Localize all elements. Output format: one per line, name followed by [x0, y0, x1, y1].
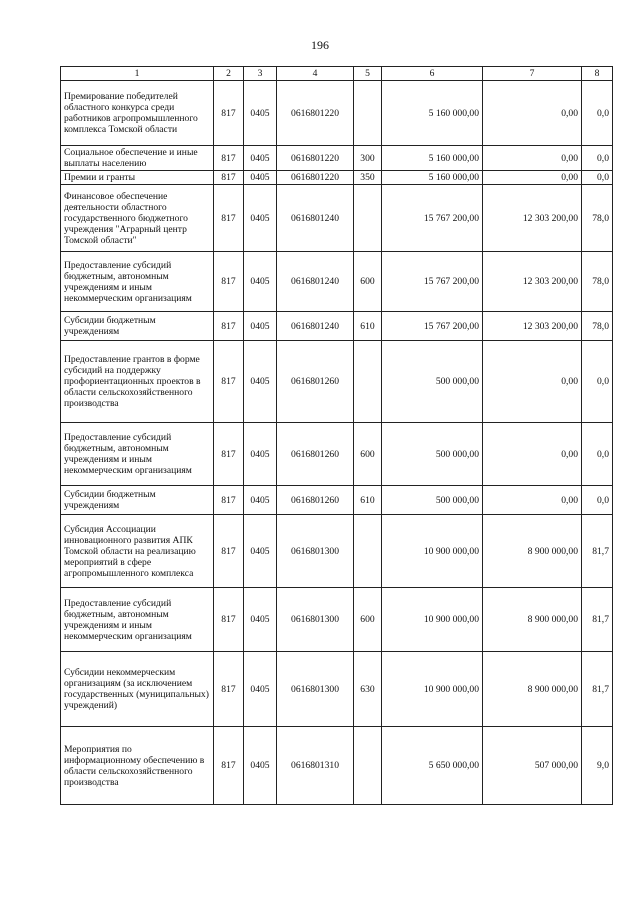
table-row [61, 171, 613, 185]
ministry-code: 817 [214, 515, 244, 588]
section-code: 0405 [244, 341, 277, 423]
expense-type-code [354, 185, 382, 252]
executed-amount: 12 303 200,00 [483, 185, 582, 252]
table-row [61, 252, 613, 312]
execution-percent: 78,0 [582, 185, 613, 252]
executed-amount: 0,00 [483, 81, 582, 146]
ministry-code: 817 [214, 341, 244, 423]
expense-type-code [354, 341, 382, 423]
planned-amount: 10 900 000,00 [382, 652, 483, 727]
execution-percent: 81,7 [582, 515, 613, 588]
planned-amount: 15 767 200,00 [382, 185, 483, 252]
target-article-code: 0616801220 [277, 81, 354, 146]
planned-amount: 500 000,00 [382, 341, 483, 423]
target-article-code: 0616801220 [277, 146, 354, 171]
ministry-code: 817 [214, 727, 244, 805]
target-article-code: 0616801300 [277, 652, 354, 727]
table-row [61, 486, 613, 515]
target-article-code: 0616801300 [277, 515, 354, 588]
ministry-code: 817 [214, 588, 244, 652]
target-article-code: 0616801260 [277, 341, 354, 423]
section-code: 0405 [244, 515, 277, 588]
ministry-code: 817 [214, 171, 244, 185]
execution-percent: 9,0 [582, 727, 613, 805]
execution-percent: 81,7 [582, 652, 613, 727]
section-code: 0405 [244, 185, 277, 252]
execution-percent: 0,0 [582, 146, 613, 171]
table-row [61, 341, 613, 423]
executed-amount: 12 303 200,00 [483, 252, 582, 312]
planned-amount: 15 767 200,00 [382, 252, 483, 312]
section-code: 0405 [244, 423, 277, 486]
expense-type-code: 610 [354, 312, 382, 341]
expense-type-code [354, 515, 382, 588]
executed-amount: 8 900 000,00 [483, 515, 582, 588]
executed-amount: 0,00 [483, 171, 582, 185]
table-row [61, 423, 613, 486]
target-article-code: 0616801220 [277, 171, 354, 185]
section-code: 0405 [244, 652, 277, 727]
executed-amount: 0,00 [483, 486, 582, 515]
section-code: 0405 [244, 146, 277, 171]
section-code: 0405 [244, 81, 277, 146]
target-article-code: 0616801240 [277, 252, 354, 312]
ministry-code: 817 [214, 81, 244, 146]
expense-type-code: 610 [354, 486, 382, 515]
budget-table [60, 66, 613, 805]
row-description: Субсидия Ассоциации инновационного развития АПК Томской области на реализацию мероприятий в сфере агропромышленного комплекса [61, 515, 214, 588]
execution-percent: 0,0 [582, 81, 613, 146]
column-header: 5 [354, 67, 382, 81]
planned-amount: 10 900 000,00 [382, 588, 483, 652]
ministry-code: 817 [214, 423, 244, 486]
executed-amount: 8 900 000,00 [483, 652, 582, 727]
execution-percent: 78,0 [582, 252, 613, 312]
expense-type-code: 600 [354, 588, 382, 652]
column-header: 1 [61, 67, 214, 81]
section-code: 0405 [244, 486, 277, 515]
execution-percent: 0,0 [582, 486, 613, 515]
table-row [61, 727, 613, 805]
target-article-code: 0616801240 [277, 185, 354, 252]
ministry-code: 817 [214, 486, 244, 515]
column-header: 6 [382, 67, 483, 81]
row-description: Премии и гранты [61, 171, 214, 185]
row-description: Субсидии некоммерческим организациям (за исключением государственных (муниципальных) учреждений) [61, 652, 214, 727]
target-article-code: 0616801300 [277, 588, 354, 652]
column-header: 3 [244, 67, 277, 81]
executed-amount: 12 303 200,00 [483, 312, 582, 341]
row-description: Предоставление субсидий бюджетным, автономным учреждениям и иным некоммерческим организациям [61, 423, 214, 486]
column-header: 8 [582, 67, 613, 81]
expense-type-code: 600 [354, 252, 382, 312]
execution-percent: 0,0 [582, 171, 613, 185]
column-header: 4 [277, 67, 354, 81]
table-row [61, 515, 613, 588]
execution-percent: 78,0 [582, 312, 613, 341]
planned-amount: 5 160 000,00 [382, 146, 483, 171]
expense-type-code: 300 [354, 146, 382, 171]
table-row [61, 588, 613, 652]
execution-percent: 0,0 [582, 341, 613, 423]
expense-type-code: 350 [354, 171, 382, 185]
planned-amount: 5 160 000,00 [382, 81, 483, 146]
execution-percent: 0,0 [582, 423, 613, 486]
row-description: Субсидии бюджетным учреждениям [61, 312, 214, 341]
ministry-code: 817 [214, 252, 244, 312]
target-article-code: 0616801260 [277, 486, 354, 515]
section-code: 0405 [244, 252, 277, 312]
executed-amount: 0,00 [483, 423, 582, 486]
row-description: Социальное обеспечение и иные выплаты населению [61, 146, 214, 171]
executed-amount: 507 000,00 [483, 727, 582, 805]
expense-type-code: 630 [354, 652, 382, 727]
executed-amount: 0,00 [483, 341, 582, 423]
table-body [61, 81, 613, 805]
ministry-code: 817 [214, 185, 244, 252]
expense-type-code [354, 727, 382, 805]
table-row [61, 185, 613, 252]
table-row [61, 146, 613, 171]
table-header-row [61, 67, 613, 81]
target-article-code: 0616801310 [277, 727, 354, 805]
ministry-code: 817 [214, 652, 244, 727]
row-description: Субсидии бюджетным учреждениям [61, 486, 214, 515]
planned-amount: 5 650 000,00 [382, 727, 483, 805]
planned-amount: 500 000,00 [382, 486, 483, 515]
row-description: Финансовое обеспечение деятельности областного государственного бюджетного учреждения "Аграрный центр Томской области" [61, 185, 214, 252]
row-description: Премирование победителей областного конкурса среди работников агропромышленного комплекса Томской области [61, 81, 214, 146]
planned-amount: 500 000,00 [382, 423, 483, 486]
table-row [61, 652, 613, 727]
table-row [61, 81, 613, 146]
column-header: 2 [214, 67, 244, 81]
target-article-code: 0616801240 [277, 312, 354, 341]
row-description: Предоставление субсидий бюджетным, автономным учреждениям и иным некоммерческим организациям [61, 252, 214, 312]
row-description: Мероприятия по информационному обеспечению в области сельскохозяйственного производства [61, 727, 214, 805]
executed-amount: 8 900 000,00 [483, 588, 582, 652]
ministry-code: 817 [214, 146, 244, 171]
section-code: 0405 [244, 171, 277, 185]
executed-amount: 0,00 [483, 146, 582, 171]
expense-type-code [354, 81, 382, 146]
planned-amount: 15 767 200,00 [382, 312, 483, 341]
expense-type-code: 600 [354, 423, 382, 486]
page-number: 196 [311, 38, 329, 52]
planned-amount: 5 160 000,00 [382, 171, 483, 185]
section-code: 0405 [244, 727, 277, 805]
target-article-code: 0616801260 [277, 423, 354, 486]
section-code: 0405 [244, 312, 277, 341]
table-row [61, 312, 613, 341]
row-description: Предоставление субсидий бюджетным, автономным учреждениям и иным некоммерческим организациям [61, 588, 214, 652]
planned-amount: 10 900 000,00 [382, 515, 483, 588]
section-code: 0405 [244, 588, 277, 652]
column-header: 7 [483, 67, 582, 81]
execution-percent: 81,7 [582, 588, 613, 652]
row-description: Предоставление грантов в форме субсидий на поддержку профориентационных проектов в области сельскохозяйственного производства [61, 341, 214, 423]
ministry-code: 817 [214, 312, 244, 341]
